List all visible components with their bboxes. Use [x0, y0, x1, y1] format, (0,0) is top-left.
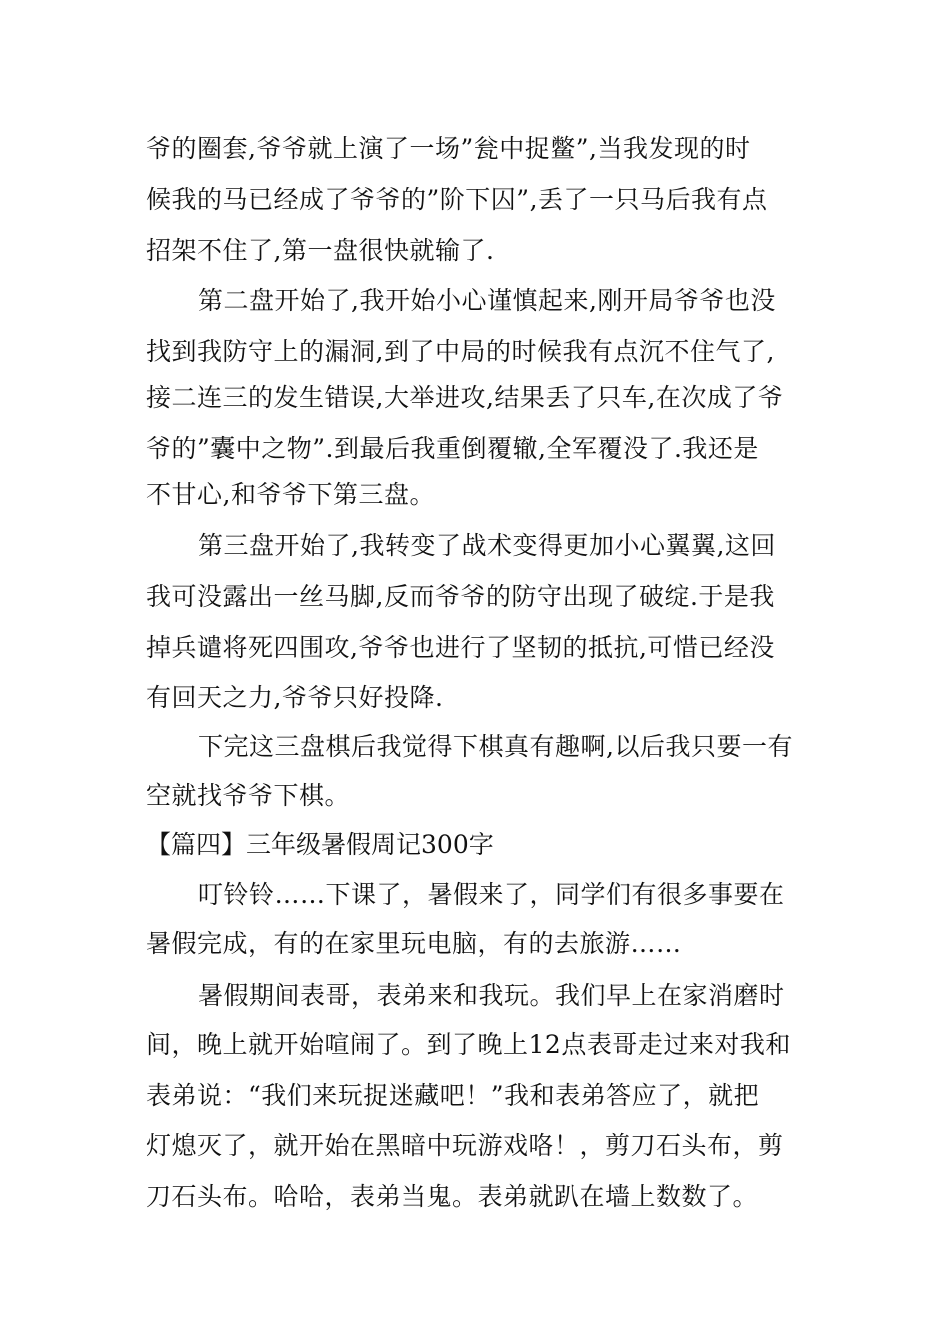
text-line: 叮铃铃……下课了，暑假来了，同学们有很多事要在 — [198, 880, 785, 909]
text-line: 接二连三的发生错误,大举进攻,结果丢了只车,在次成了爷 — [146, 383, 784, 412]
text-line: 爷的”囊中之物”.到最后我重倒覆辙,全军覆没了.我还是 — [146, 434, 759, 463]
text-line: 暑假期间表哥，表弟来和我玩。我们早上在家消磨时 — [198, 981, 785, 1010]
text-line: 招架不住了,第一盘很快就输了. — [146, 236, 495, 265]
text-line: 第二盘开始了,我开始小心谨慎起来,刚开局爷爷也没 — [198, 286, 776, 315]
text-line: 我可没露出一丝马脚,反而爷爷的防守出现了破绽.于是我 — [146, 582, 775, 611]
text-line: 暑假完成，有的在家里玩电脑，有的去旅游…… — [146, 929, 682, 958]
text-line: 找到我防守上的漏洞,到了中局的时候我有点沉不住气了, — [146, 337, 775, 366]
text-line: 下完这三盘棋后我觉得下棋真有趣啊,以后我只要一有 — [198, 732, 793, 761]
section-heading: 【篇四】三年级暑假周记300字 — [146, 830, 494, 859]
text-line: 不甘心,和爷爷下第三盘。 — [146, 480, 435, 509]
text-line: 掉兵谴将死四围攻,爷爷也进行了坚韧的抵抗,可惜已经没 — [146, 633, 775, 662]
text-line: 灯熄灭了，就开始在黑暗中玩游戏咯！，剪刀石头布，剪 — [146, 1131, 784, 1160]
text-line: 第三盘开始了,我转变了战术变得更加小心翼翼,这回 — [198, 531, 776, 560]
text-line: 候我的马已经成了爷爷的”阶下囚”,丢了一只马后我有点 — [146, 185, 768, 214]
text-line: 空就找爷爷下棋。 — [146, 781, 351, 810]
text-line: 刀石头布。哈哈，表弟当鬼。表弟就趴在墙上数数了。 — [146, 1182, 759, 1211]
text-line: 爷的圈套,爷爷就上演了一场”瓮中捉鳖”,当我发现的时 — [146, 134, 751, 163]
text-line: 表弟说：“我们来玩捉迷藏吧！”我和表弟答应了，就把 — [146, 1081, 760, 1110]
text-line: 有回天之力,爷爷只好投降. — [146, 683, 444, 712]
text-line: 间，晚上就开始喧闹了。到了晚上12点表哥走过来对我和 — [146, 1030, 791, 1059]
